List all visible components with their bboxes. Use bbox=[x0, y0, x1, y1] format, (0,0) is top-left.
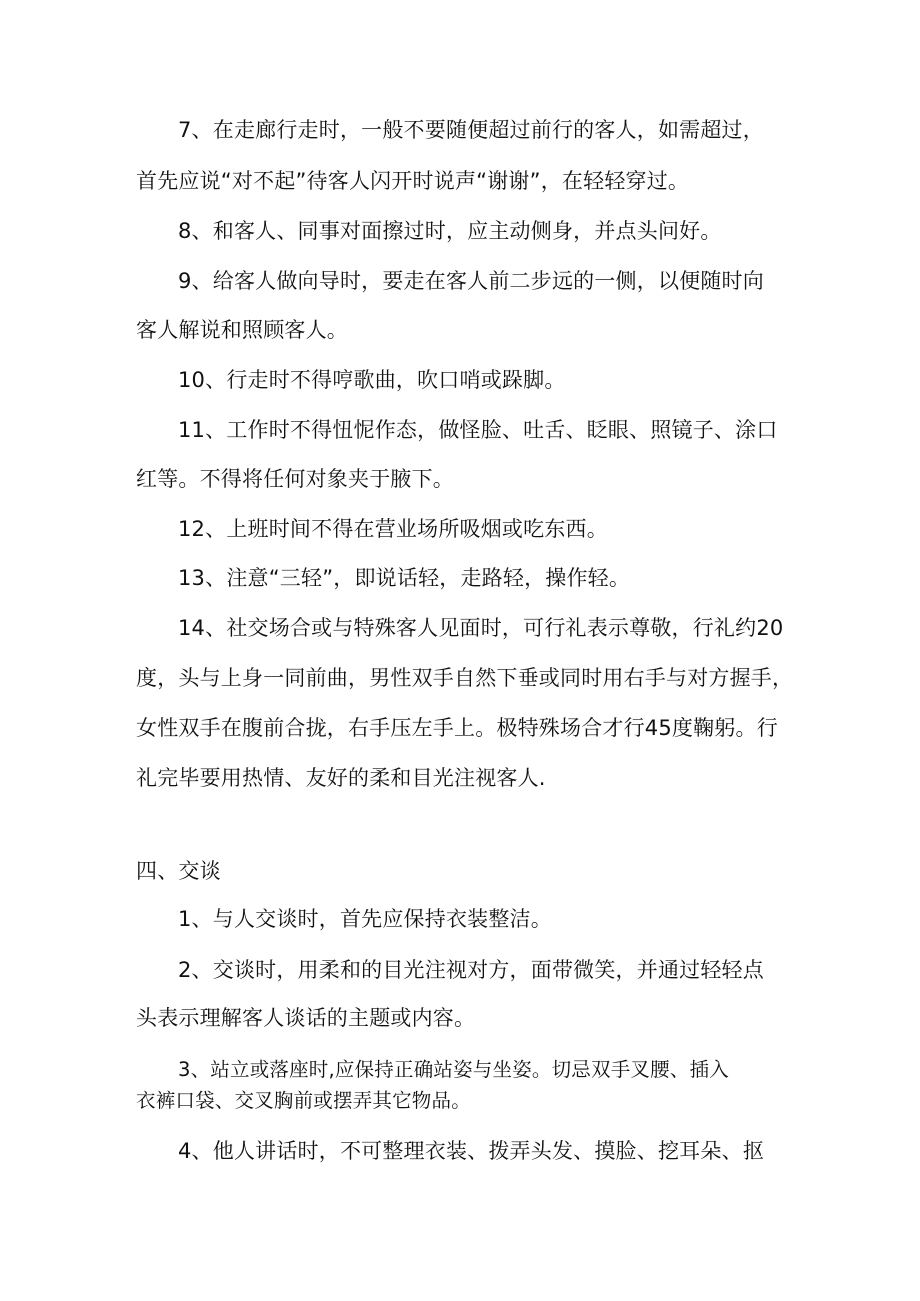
paragraph-10: 10、行走时不得哼歌曲，吹口哨或跺脚。 bbox=[178, 368, 566, 392]
paragraph-13: 13、注意“三轻”，即说话轻，走路轻，操作轻。 bbox=[178, 566, 631, 590]
paragraph-8: 8、和客人、同事对面擦过时，应主动侧身，并点头问好。 bbox=[178, 219, 722, 243]
conversation-item-3-line-2: 衣裤口袋、交叉胸前或摆弄其它物品。 bbox=[136, 1089, 471, 1112]
section-heading-conversation: 四、交谈 bbox=[136, 859, 221, 883]
conversation-item-3-line-1: 3、站立或落座时,应保持正确站姿与坐姿。切忌双手叉腰、插入 bbox=[178, 1058, 729, 1081]
paragraph-14-line-1: 14、社交场合或与特殊客人见面时，可行礼表示尊敬，行礼约20 bbox=[178, 616, 784, 640]
paragraph-14-line-3: 女性双手在腹前合拢，右手压左手上。极特殊场合才行45度鞠躬。行 bbox=[136, 716, 778, 740]
conversation-item-2-line-2: 头表示理解客人谈话的主题或内容。 bbox=[136, 1006, 476, 1030]
paragraph-14-line-4: 礼完毕要用热情、友好的柔和目光注视客人. bbox=[136, 766, 546, 790]
conversation-item-2-line-1: 2、交谈时，用柔和的目光注视对方，面带微笑，并通过轻轻点 bbox=[178, 958, 764, 982]
paragraph-14-line-2: 度，头与上身一同前曲，男性双手自然下垂或同时用右手与对方握手， bbox=[136, 666, 794, 690]
conversation-item-1: 1、与人交谈时，首先应保持衣装整洁。 bbox=[178, 907, 552, 931]
paragraph-7-line-1: 7、在走廊行走时，一般不要随便超过前行的客人，如需超过， bbox=[178, 118, 764, 142]
paragraph-7-line-2: 首先应说“对不起”待客人闪开时说声“谢谢”，在轻轻穿过。 bbox=[136, 169, 690, 193]
paragraph-11-line-1: 11、工作时不得忸怩作态，做怪脸、吐舌、眨眼、照镜子、涂口 bbox=[178, 418, 778, 442]
paragraph-9-line-2: 客人解说和照顾客人。 bbox=[136, 318, 348, 342]
paragraph-9-line-1: 9、给客人做向导时，要走在客人前二步远的一侧，以便随时向 bbox=[178, 269, 764, 293]
paragraph-12: 12、上班时间不得在营业场所吸烟或吃东西。 bbox=[178, 517, 608, 541]
conversation-item-4-line-1: 4、他人讲话时，不可整理衣装、拨弄头发、摸脸、挖耳朵、抠 bbox=[178, 1139, 764, 1163]
paragraph-11-line-2: 红等。不得将任何对象夹于腋下。 bbox=[136, 467, 454, 491]
